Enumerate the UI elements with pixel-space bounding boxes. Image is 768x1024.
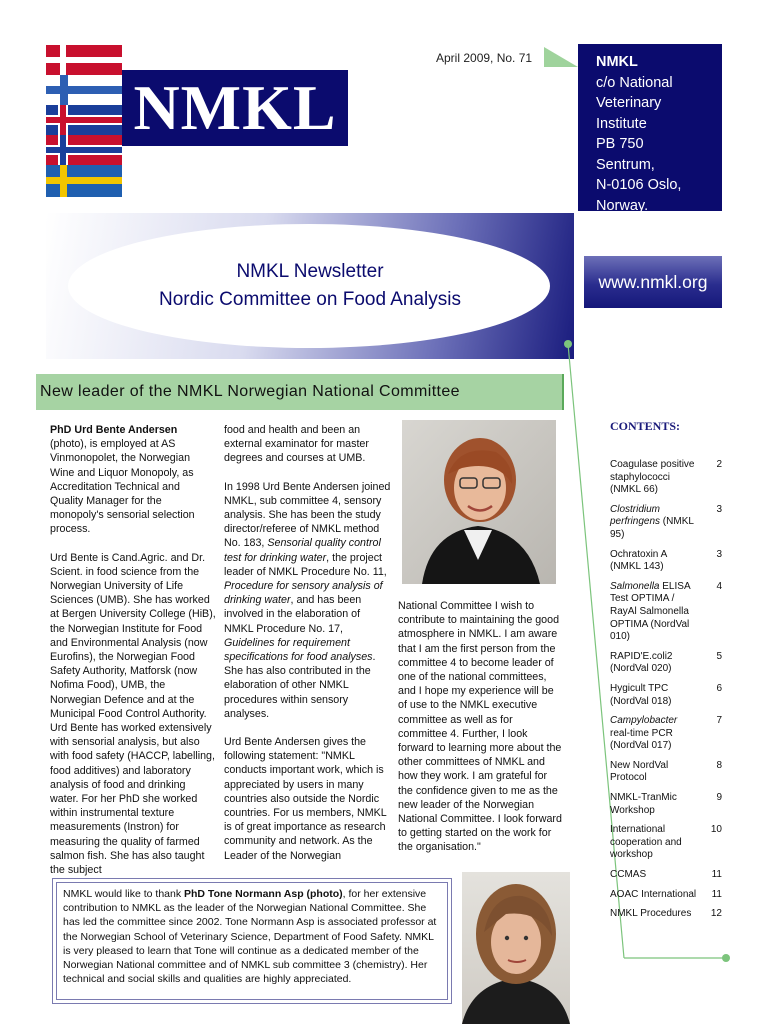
contents-item-title: Campylobacter real-time PCR (NordVal 017)	[610, 715, 678, 752]
address-line: Norway.	[596, 197, 649, 214]
article-paragraph: Urd Bente Andersen gives the following statement: "NMKL conducts important work, which is appreciated by users in many countries also outside the Nordic countries. For us members, NMKL is of great importance as research community and network. As the Leader of the Norwegian	[224, 736, 387, 862]
website-link[interactable]: www.nmkl.org	[584, 256, 722, 308]
issue-date: April 2009, No. 71	[436, 51, 533, 65]
address-line: PB 750 Sentrum,	[596, 136, 655, 173]
contents-item	[610, 889, 722, 902]
contents-item	[610, 504, 722, 542]
contents-item	[610, 824, 722, 862]
contents-item-page: 2	[716, 459, 722, 470]
contents-heading: CONTENTS:	[610, 419, 681, 433]
portrait-photo-tone-normann-asp	[462, 872, 570, 1024]
corner-triangle-graphic	[544, 47, 578, 67]
contents-item	[610, 651, 722, 676]
banner-title: NMKL Newsletter	[236, 261, 384, 282]
address-org: NMKL	[596, 54, 638, 70]
contents-item-title: International cooperation and workshop	[610, 824, 682, 861]
contents-item-title: Clostridium perfringens (NMKL 95)	[610, 503, 694, 540]
contents-item-page: 11	[711, 869, 722, 881]
contents-item-page: 11	[711, 888, 722, 900]
contents-item-page: 12	[710, 908, 722, 920]
address-line: N-0106 Oslo,	[596, 177, 682, 193]
article-paragraph: food and health and been an external examinator for master degrees and courses at UMB.	[224, 424, 369, 465]
contents-item	[610, 792, 722, 817]
banner-subtitle: Nordic Committee on Food Analysis	[158, 289, 461, 310]
contents-item-title: Ochratoxin A (NMKL 143)	[610, 548, 667, 573]
portrait-photo-urd-bente	[402, 420, 556, 584]
contents-item-title: AOAC International	[610, 888, 697, 900]
address-line: Institute	[596, 115, 647, 132]
table-of-contents	[610, 459, 722, 928]
contents-item-page: 5	[716, 650, 722, 662]
contents-item-page: 9	[716, 792, 722, 804]
contents-item-page: 3	[716, 503, 722, 515]
contents-item-page: 7	[716, 715, 722, 727]
article-paragraph: In 1998 Urd Bente Andersen joined NMKL, sub committee 4, sensory analysis. She has been the study director/referee of NMKL method No. 183, Sensorial quality control test for drinking water, the project leader of NMKL Procedure No. 11, Procedure for sensory analysis of drinking water, and has been involved in the elaboration of NMKL Procedure No. 17, Guidelines for requirement specifications for food analyses. She has also contributed in the elaboration of other NMKL procedures within sensory analyses.	[224, 480, 391, 720]
address-line: Veterinary	[596, 95, 662, 111]
contents-item-title: New NordVal Protocol	[610, 759, 669, 784]
contents-item	[610, 581, 722, 644]
contents-item	[610, 908, 722, 921]
article-column-2	[224, 423, 392, 877]
banner-oval	[68, 224, 550, 348]
article-paragraph: National Committee I wish to contribute to maintaining the good atmosphere in NMKL. I am aware that I am the first person from the committee 4 to become leader of one of the national committees, and I hope my experience will be of use to the NMKL executive committee as well as for committee 4. Further, I look forward to learning more about the other committees of NMKL and how they work. I am grateful for the confidence given to me as the new leader of the Norwegian National Committee. I look forward to getting started on the work for the organisation."	[398, 600, 562, 854]
article-paragraph: Urd Bente is Cand.Agric. and Dr. Scient. in food science from the Norwegian University of Life Sciences (UMB). She has worked at Bergen University College (HiB), the Norwegian Institute for Food and Environmental Analysis (now Eurofins), the Norwegian Food Safety Authority, Matforsk (now Nofima Food), UMB, the Norwegian Defence and at the Municipal Food Control Authority. Urd Bente has worked extensively with sensorial analysis, but also with food safety (HACCP, labelling, food additives) and laboratory analysis of food and drinking water. For her PhD she worked within instrumental texture measurements (Instron) for measuring the quality of farmed salmon fish. She has also taught the subject	[50, 551, 216, 877]
person-name: PhD Urd Bente Andersen	[50, 424, 178, 436]
thank-you-box: NMKL would like to thank PhD Tone Normann Asp (photo), for her extensive contribution to NMKL as the leader of the Norwegian National Committee. She has led the committee since 2002. Tone Normann Asp is associated professor at the Norwegian School of Veterinary Science, Department of Food Safety. NMKL is very pleased to learn that Tone will continue as a dedicated member of the Norwegian National committee and of NMKL sub committee 3 (chemistry). Her technical and social skills and qualities are highly appreciated.	[56, 882, 448, 1000]
logo-text: NMKL	[133, 72, 337, 143]
contents-item-page: 10	[710, 824, 722, 836]
thanked-person: PhD Tone Normann Asp (photo)	[184, 888, 343, 900]
address-line: c/o National	[596, 74, 673, 91]
contents-item	[610, 760, 722, 785]
contents-item-title: Coagulase positive staphylococci (NMKL 66)	[610, 459, 695, 496]
contents-item-page: 4	[716, 580, 722, 592]
contents-item	[610, 715, 722, 753]
contents-item	[610, 683, 722, 708]
contents-item	[610, 549, 722, 574]
contents-item-page: 3	[716, 548, 722, 560]
article-column-3	[398, 599, 564, 869]
contents-item-title: NMKL Procedures	[610, 908, 692, 920]
contents-item-title: Salmonella ELISA Test OPTIMA / RayAl Salmonella OPTIMA (NordVal 010)	[610, 580, 691, 643]
contents-item-page: 8	[716, 759, 722, 771]
contents-item-page: 6	[716, 682, 722, 694]
contents-item	[610, 869, 722, 882]
contents-item-title: CCMAS	[610, 869, 647, 881]
contents-item	[610, 459, 722, 497]
address-box	[578, 44, 722, 214]
logo-box	[122, 70, 348, 146]
contents-item-title: Hygicult TPC (NordVal 018)	[610, 682, 672, 707]
nordic-flags-logo-graphic	[46, 45, 122, 197]
article-headline: New leader of the NMKL Norwegian National Committee	[36, 374, 564, 410]
contents-item-title: RAPID'E.coli2 (NordVal 020)	[610, 650, 673, 675]
article-column-1: PhD Urd Bente Andersen (photo), is employed at AS Vinmonopolet, the Norwegian Wine and Liquor Monopoly, as Accreditation Technical and Quality Manager for the monopoly's sensorial selection process. Urd Bente is Cand.Agric. and Dr. Scient. in food science from the Norwegian University of Life Sciences (UMB). She has worked at Bergen University College (HiB), the Norwegian Institute for Food and Environmental Analysis (now Eurofins), the Norwegian Food Safety Authority, Matforsk (now Nofima Food), UMB, the Norwegian Defence and at the Municipal Food Control Authority. Urd Bente has worked extensively with sensorial analysis, but also with food safety (HACCP, labelling, food additives) and laboratory analysis of food and drinking water. For her PhD she worked within instrumental texture measurements (Instron) for measuring the quality of farmed salmon fish. She has also taught the subject	[50, 424, 216, 877]
newsletter-banner	[46, 213, 574, 359]
contents-item-title: NMKL-TranMic Workshop	[610, 792, 677, 816]
